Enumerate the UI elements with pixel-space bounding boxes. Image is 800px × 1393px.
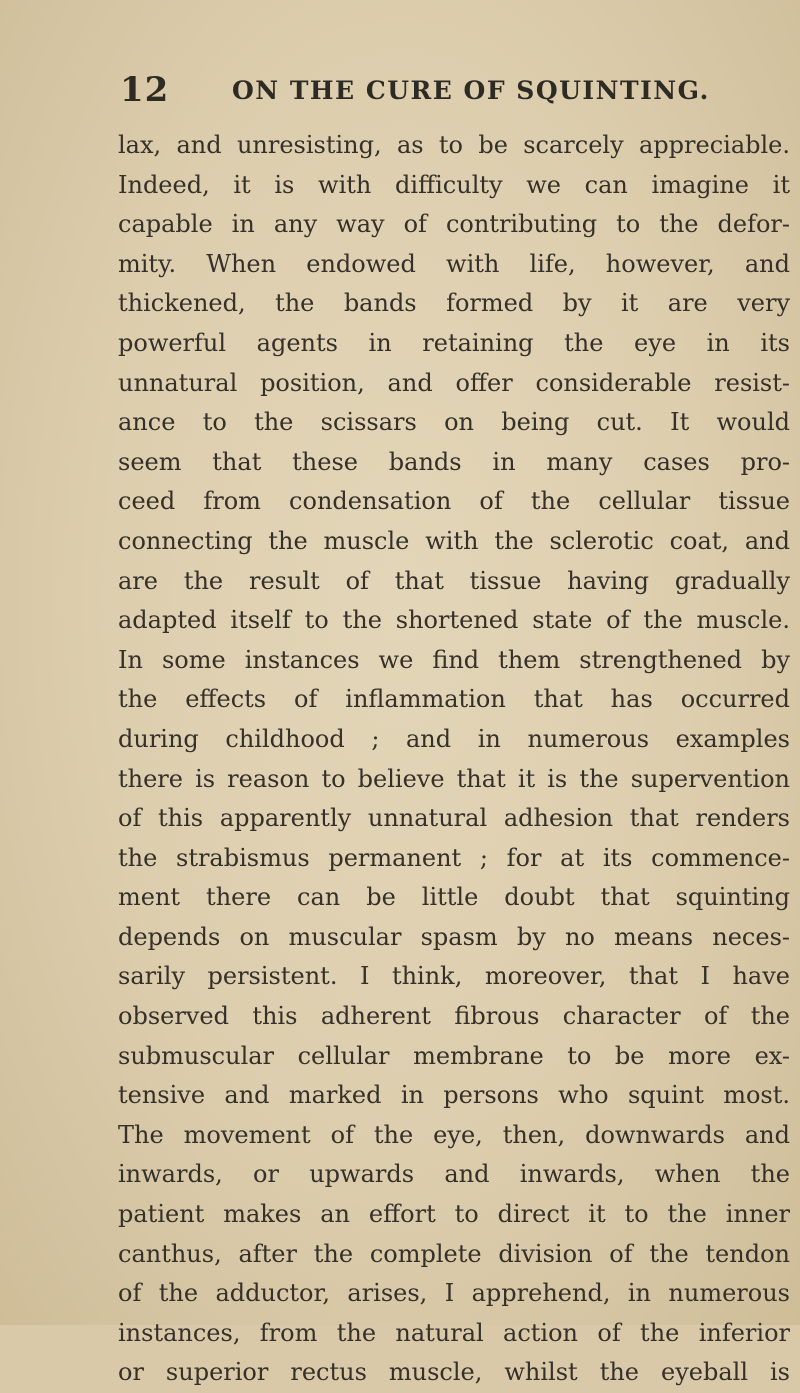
text-line: of this apparently unnatural adhesion that renders bbox=[118, 804, 790, 833]
text-line: Indeed, it is with difficulty we can imagine it bbox=[118, 170, 790, 199]
text-line: there is reason to believe that it is the supervention bbox=[118, 764, 790, 793]
text-line: powerful agents in retaining the eye in its bbox=[118, 328, 790, 357]
text-line: adapted itself to the shortened state of the muscle. bbox=[118, 606, 790, 635]
text-line: are the result of that tissue having gradually bbox=[118, 566, 790, 595]
text-line: inwards, or upwards and inwards, when the bbox=[118, 1160, 790, 1189]
text-line: instances, from the natural action of the inferior bbox=[118, 1318, 790, 1347]
text-line: mity. When endowed with life, however, and bbox=[118, 249, 790, 278]
text-line: connecting the muscle with the sclerotic coat, and bbox=[118, 526, 790, 555]
text-line: seem that these bands in many cases pro- bbox=[118, 447, 790, 476]
text-line: In some instances we find them strengthened by bbox=[118, 645, 790, 674]
text-line: unnatural position, and offer considerable resist- bbox=[118, 368, 790, 397]
text-line: capable in any way of contributing to the defor- bbox=[118, 210, 790, 239]
page-number: 12 bbox=[120, 70, 170, 110]
text-line: submuscular cellular membrane to be more ex- bbox=[118, 1041, 790, 1070]
page-header bbox=[120, 70, 780, 110]
text-line: canthus, after the complete division of the tendon bbox=[118, 1239, 790, 1268]
text-line: ance to the scissars on being cut. It would bbox=[118, 408, 790, 437]
running-title: ON THE CURE OF SQUINTING. bbox=[232, 76, 710, 105]
text-line: the strabismus permanent ; for at its commence- bbox=[118, 843, 790, 872]
text-line: patient makes an effort to direct it to the inner bbox=[118, 1200, 790, 1229]
text-line: depends on muscular spasm by no means neces- bbox=[118, 922, 790, 951]
text-line: ceed from condensation of the cellular tissue bbox=[118, 487, 790, 516]
text-line: thickened, the bands formed by it are very bbox=[118, 289, 790, 318]
text-line: observed this adherent fibrous character of the bbox=[118, 1002, 790, 1031]
text-line: during childhood ; and in numerous examples bbox=[118, 724, 790, 753]
text-line: The movement of the eye, then, downwards and bbox=[118, 1120, 790, 1149]
text-line: tensive and marked in persons who squint most. bbox=[118, 1081, 790, 1110]
text-line: lax, and unresisting, as to be scarcely appreciable. bbox=[118, 131, 790, 159]
text-line: sarily persistent. I think, moreover, that I have bbox=[118, 962, 790, 991]
text-line: or superior rectus muscle, whilst the eyeball is bbox=[118, 1358, 790, 1387]
text-line: the effects of inflammation that has occurred bbox=[118, 685, 790, 714]
text-line: ment there can be little doubt that squinting bbox=[118, 883, 790, 912]
body-text bbox=[118, 126, 790, 1393]
text-line: of the adductor, arises, I apprehend, in numerous bbox=[118, 1279, 790, 1308]
